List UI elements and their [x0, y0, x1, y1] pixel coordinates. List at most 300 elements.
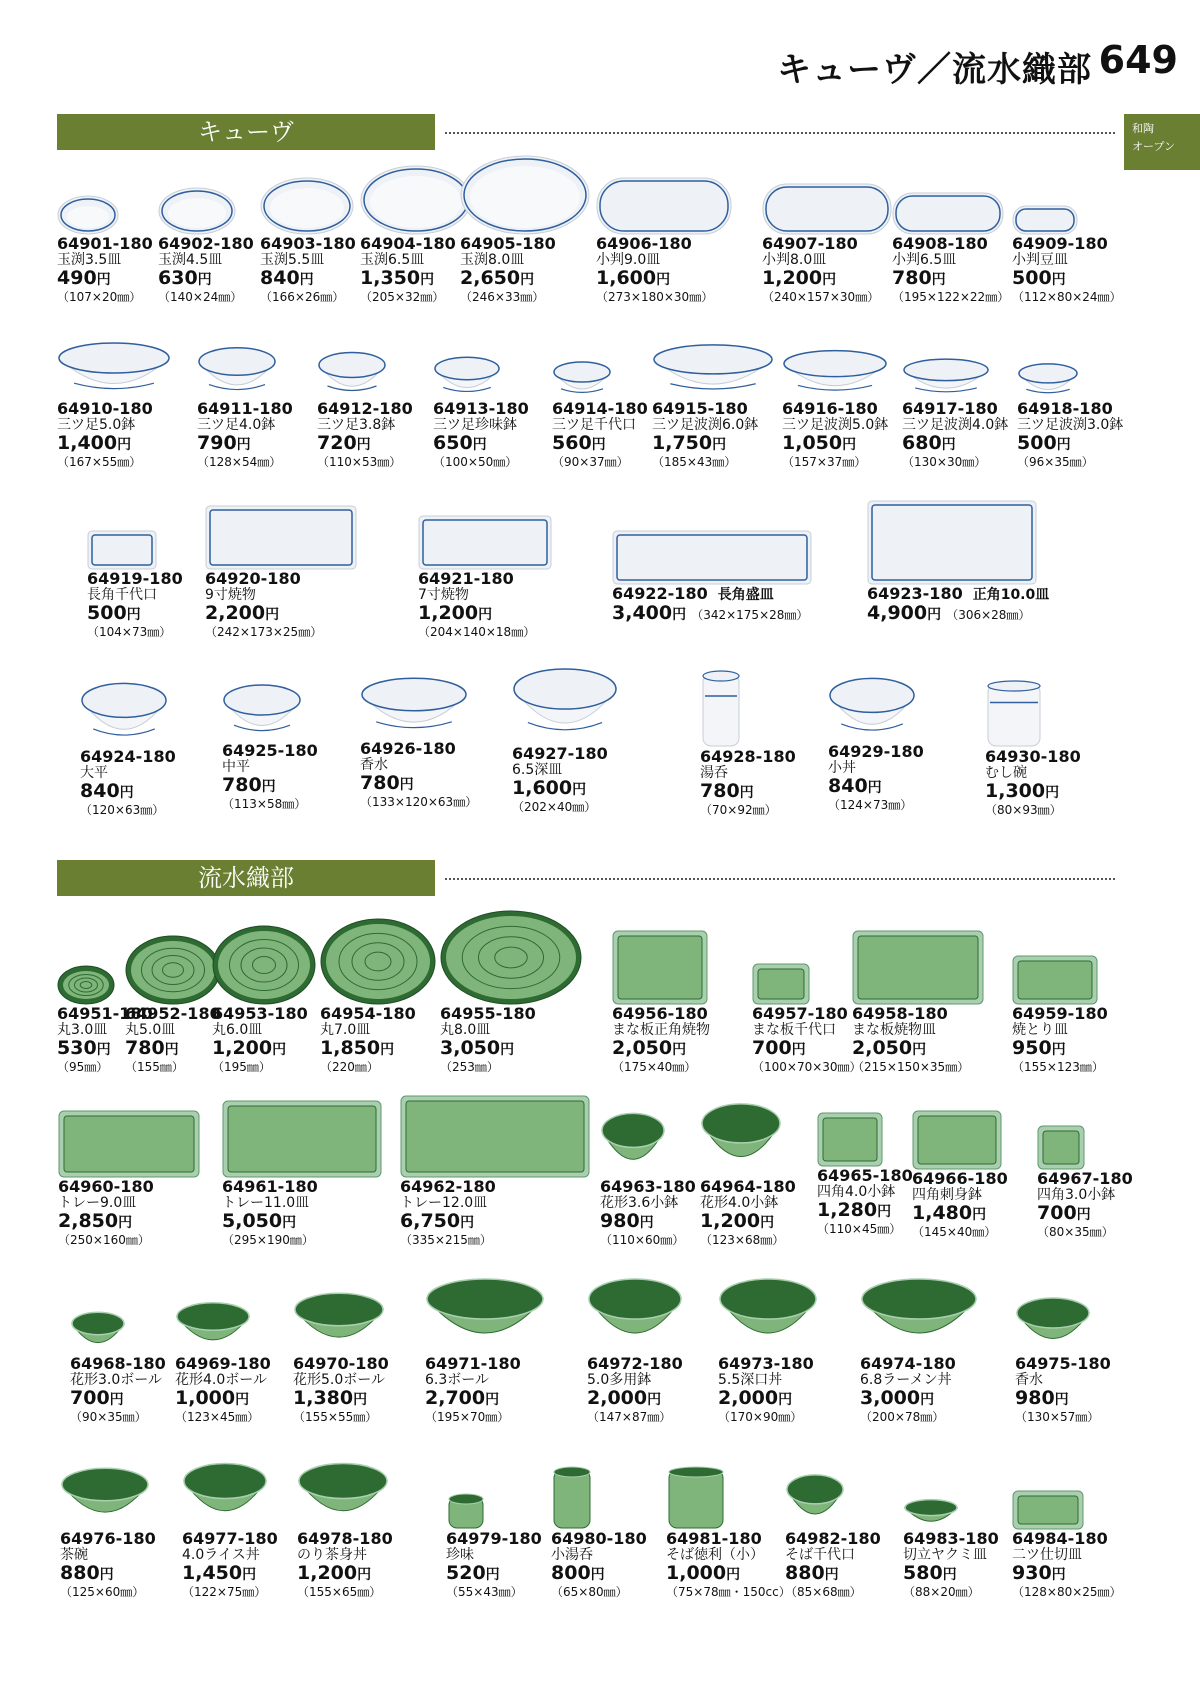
product-code: 64929-180 — [828, 742, 924, 761]
product-price — [612, 602, 686, 624]
product-size: （155×123㎜） — [1012, 1060, 1104, 1074]
product-name: 正角10.0皿 — [972, 587, 1050, 603]
price-value: 700 — [1037, 1202, 1077, 1224]
product-code: 64981-180 — [666, 1529, 762, 1548]
product-code: 64918-180 — [1017, 399, 1113, 418]
yen-unit: 円 — [877, 1204, 892, 1220]
product-name: 玉渕8.0皿 — [460, 252, 525, 268]
product-size: （128×54㎜） — [197, 455, 282, 469]
product-name: 玉渕6.5皿 — [360, 252, 425, 268]
price-value: 4,900 — [867, 602, 928, 624]
product-item — [222, 682, 372, 812]
product-name: 花形4.0ボール — [175, 1372, 267, 1388]
product-code: 64904-180 — [360, 234, 456, 253]
price-value: 3,400 — [612, 602, 673, 624]
product-name: 四角刺身鉢 — [912, 1187, 982, 1203]
dish-illustration — [852, 930, 984, 1005]
yen-unit: 円 — [647, 1392, 662, 1408]
product-code: 64968-180 — [70, 1354, 166, 1373]
product-code: 64907-180 — [762, 234, 858, 253]
dish-illustration — [158, 187, 236, 235]
yen-unit: 円 — [485, 1567, 500, 1583]
product-size: （166×26㎜） — [260, 290, 345, 304]
side-tab-line2: オープン — [1132, 140, 1176, 153]
product-code: 64908-180 — [892, 234, 988, 253]
yen-unit: 円 — [931, 272, 946, 288]
product-size: （185×43㎜） — [652, 455, 737, 469]
product-size: （55×43㎜） — [446, 1585, 523, 1599]
product-name: 5.0多用鉢 — [587, 1372, 652, 1388]
yen-unit: 円 — [739, 785, 754, 801]
product-name: トレー12.0皿 — [400, 1195, 488, 1211]
yen-unit: 円 — [972, 1207, 987, 1223]
product-code: 64960-180 — [58, 1177, 154, 1196]
product-item — [596, 177, 746, 305]
product-item — [762, 183, 912, 305]
dish-illustration — [57, 340, 171, 400]
product-price — [1015, 1388, 1165, 1410]
dish-illustration — [700, 1100, 782, 1178]
product-code: 64905-180 — [460, 234, 556, 253]
yen-unit: 円 — [353, 1392, 368, 1408]
dish-illustration — [58, 1110, 200, 1178]
product-code: 64955-180 — [440, 1004, 536, 1023]
product-price — [58, 1211, 208, 1233]
product-name: 切立ヤクミ皿 — [903, 1547, 987, 1563]
yen-unit: 円 — [591, 437, 606, 453]
product-price — [860, 1388, 1010, 1410]
dish-illustration — [912, 1110, 1002, 1170]
dish-illustration — [860, 1275, 978, 1355]
dish-illustration — [1015, 1295, 1091, 1355]
price-value: 1,750 — [652, 432, 713, 454]
product-code: 64979-180 — [446, 1529, 542, 1548]
dish-illustration — [87, 530, 157, 570]
product-size: （202×40㎜） — [512, 800, 597, 814]
dish-illustration — [60, 1465, 150, 1530]
yen-unit: 円 — [96, 1042, 111, 1058]
product-code: 64958-180 — [852, 1004, 948, 1023]
dish-illustration — [552, 360, 612, 400]
yen-unit: 円 — [656, 272, 671, 288]
product-name: まな板正角焼物 — [612, 1022, 710, 1038]
price-value: 1,200 — [418, 602, 479, 624]
product-code: 64982-180 — [785, 1529, 881, 1548]
product-size: （155㎜） — [125, 1060, 184, 1074]
product-item — [1017, 362, 1167, 470]
product-price — [587, 1388, 737, 1410]
product-size: （204×140×18㎜） — [418, 625, 536, 639]
product-code: 64983-180 — [903, 1529, 999, 1548]
dish-illustration — [612, 930, 708, 1005]
yen-unit: 円 — [639, 1215, 654, 1231]
product-name: 中平 — [222, 759, 250, 775]
product-name: 小判6.5皿 — [892, 252, 957, 268]
product-item — [652, 342, 802, 470]
yen-unit: 円 — [272, 1042, 287, 1058]
product-item — [985, 678, 1135, 818]
product-code: 64973-180 — [718, 1354, 814, 1373]
product-size: （157×37㎜） — [782, 455, 867, 469]
product-item — [57, 340, 207, 470]
product-size: （130×57㎜） — [1015, 1410, 1100, 1424]
product-price — [460, 268, 610, 290]
price-value: 1,280 — [817, 1199, 878, 1221]
product-name: 茶碗 — [60, 1547, 88, 1563]
product-size: （125×60㎜） — [60, 1585, 145, 1599]
product-code: 64967-180 — [1037, 1169, 1133, 1188]
product-code: 64921-180 — [418, 569, 514, 588]
dish-illustration — [446, 1492, 486, 1530]
dish-illustration — [57, 195, 119, 235]
product-code: 64917-180 — [902, 399, 998, 418]
product-code: 64927-180 — [512, 744, 608, 763]
price-value: 680 — [902, 432, 942, 454]
product-name: 焼とり皿 — [1012, 1022, 1068, 1038]
product-code: 64966-180 — [912, 1169, 1008, 1188]
product-price — [222, 775, 372, 797]
product-name: のり茶身丼 — [297, 1547, 367, 1563]
price-value: 580 — [903, 1562, 943, 1584]
yen-unit: 円 — [109, 1392, 124, 1408]
product-name: 香水 — [1015, 1372, 1043, 1388]
product-name: 5.5深口丼 — [718, 1372, 783, 1388]
page-number: 649 — [1098, 38, 1178, 82]
price-value: 520 — [446, 1562, 486, 1584]
dish-illustration — [460, 155, 590, 235]
product-price — [1037, 1203, 1187, 1225]
yen-unit: 円 — [1076, 1207, 1091, 1223]
price-value: 500 — [87, 602, 127, 624]
product-item — [222, 1100, 382, 1248]
yen-unit: 円 — [672, 607, 687, 623]
yen-unit: 円 — [357, 1567, 372, 1583]
yen-unit: 円 — [117, 437, 132, 453]
price-value: 1,850 — [320, 1037, 381, 1059]
dish-illustration — [175, 1300, 251, 1355]
product-name: 4.0ライス丼 — [182, 1547, 260, 1563]
price-value: 560 — [552, 432, 592, 454]
price-value: 1,300 — [985, 780, 1046, 802]
side-index-tab[interactable] — [1124, 114, 1200, 170]
product-code: 64930-180 — [985, 747, 1081, 766]
product-size: （195㎜） — [212, 1060, 271, 1074]
product-item — [1012, 955, 1162, 1075]
product-item — [58, 1110, 208, 1248]
price-value: 1,200 — [700, 1210, 761, 1232]
price-value: 1,600 — [596, 267, 657, 289]
product-code: 64971-180 — [425, 1354, 521, 1373]
price-value: 1,200 — [212, 1037, 273, 1059]
price-value: 980 — [600, 1210, 640, 1232]
product-size: （95㎜） — [57, 1060, 109, 1074]
yen-unit: 円 — [164, 1042, 179, 1058]
product-item — [1015, 1295, 1165, 1425]
dish-illustration — [587, 1275, 683, 1355]
section-header-oribe: 流水織部 — [57, 860, 435, 896]
product-price — [985, 781, 1135, 803]
dish-illustration — [182, 1460, 268, 1530]
yen-unit: 円 — [1051, 272, 1066, 288]
yen-unit: 円 — [941, 437, 956, 453]
yen-unit: 円 — [485, 1392, 500, 1408]
price-value: 840 — [828, 775, 868, 797]
yen-unit: 円 — [96, 272, 111, 288]
product-price — [80, 781, 230, 803]
side-tab-line1: 和陶 — [1132, 122, 1154, 135]
product-name: 三ツ足5.0鉢 — [57, 417, 136, 433]
product-item — [80, 680, 230, 818]
dish-illustration — [752, 963, 810, 1005]
product-item — [867, 500, 1050, 625]
product-code: 64928-180 — [700, 747, 796, 766]
dish-illustration — [612, 530, 812, 585]
yen-unit: 円 — [119, 785, 134, 801]
dish-illustration — [1012, 205, 1078, 235]
product-name: 花形4.0小鉢 — [700, 1195, 779, 1211]
product-item — [440, 910, 590, 1075]
product-name: 小判9.0皿 — [596, 252, 661, 268]
product-size: （253㎜） — [440, 1060, 499, 1074]
product-price — [360, 773, 510, 795]
product-name: 三ツ足3.8鉢 — [317, 417, 396, 433]
product-price — [596, 268, 746, 290]
product-item — [718, 1275, 868, 1425]
product-size: （155×55㎜） — [293, 1410, 378, 1424]
product-name: 三ツ足波渕4.0鉢 — [902, 417, 1009, 433]
dish-illustration — [762, 183, 892, 235]
product-size: （80×35㎜） — [1037, 1225, 1114, 1239]
yen-unit: 円 — [842, 437, 857, 453]
product-name: 花形3.0ボール — [70, 1372, 162, 1388]
price-value: 1,200 — [762, 267, 823, 289]
product-code: 64911-180 — [197, 399, 293, 418]
price-value: 2,700 — [425, 1387, 486, 1409]
dish-illustration — [700, 668, 742, 748]
product-name: 小湯呑 — [551, 1547, 593, 1563]
section-header-kyuvu: キューヴ — [57, 114, 435, 150]
product-name: 小判8.0皿 — [762, 252, 827, 268]
product-code: 64957-180 — [752, 1004, 848, 1023]
price-value: 840 — [80, 780, 120, 802]
product-price — [828, 776, 978, 798]
product-price — [57, 433, 207, 455]
price-value: 500 — [1012, 267, 1052, 289]
product-size: （90×37㎜） — [552, 455, 629, 469]
price-value: 2,850 — [58, 1210, 119, 1232]
product-size: （104×73㎜） — [87, 625, 172, 639]
dish-illustration — [718, 1275, 818, 1355]
product-code: 64964-180 — [700, 1177, 796, 1196]
yen-unit: 円 — [920, 1392, 935, 1408]
price-value: 780 — [892, 267, 932, 289]
section-divider — [445, 132, 1115, 134]
price-value: 2,050 — [852, 1037, 913, 1059]
price-value: 2,050 — [612, 1037, 673, 1059]
product-code: 64903-180 — [260, 234, 356, 253]
yen-unit: 円 — [1045, 785, 1060, 801]
product-size: （96×35㎜） — [1017, 455, 1094, 469]
product-name: 7寸焼物 — [418, 587, 469, 603]
price-value: 800 — [551, 1562, 591, 1584]
product-code: 64916-180 — [782, 399, 878, 418]
product-code: 64970-180 — [293, 1354, 389, 1373]
product-code: 64925-180 — [222, 741, 318, 760]
product-code: 64976-180 — [60, 1529, 156, 1548]
dish-illustration — [293, 1290, 385, 1355]
product-name: 湯呑 — [700, 765, 728, 781]
product-item — [612, 530, 812, 625]
dish-illustration — [828, 675, 916, 743]
product-size: （90×35㎜） — [70, 1410, 147, 1424]
product-size: （145×40㎜） — [912, 1225, 997, 1239]
product-item — [852, 930, 1002, 1075]
price-value: 720 — [317, 432, 357, 454]
yen-unit: 円 — [672, 1042, 687, 1058]
product-size: （65×80㎜） — [551, 1585, 628, 1599]
price-value: 1,380 — [293, 1387, 354, 1409]
product-code: 64926-180 — [360, 739, 456, 758]
price-value: 780 — [222, 774, 262, 796]
product-code: 64953-180 — [212, 1004, 308, 1023]
product-code: 64920-180 — [205, 569, 301, 588]
yen-unit: 円 — [399, 777, 414, 793]
product-size: （122×75㎜） — [182, 1585, 267, 1599]
product-code: 64965-180 — [817, 1166, 913, 1185]
product-name: 三ツ足波渕6.0鉢 — [652, 417, 759, 433]
product-name: まな板千代口 — [752, 1022, 836, 1038]
product-code: 64922-180 長角盛皿 — [612, 584, 774, 603]
product-size: （107×20㎜） — [57, 290, 142, 304]
dish-illustration — [512, 665, 618, 745]
product-name: 玉渕3.5皿 — [57, 252, 122, 268]
dish-illustration — [418, 515, 552, 570]
price-value: 490 — [57, 267, 97, 289]
product-item — [460, 155, 610, 305]
yen-unit: 円 — [356, 437, 371, 453]
dish-illustration — [125, 935, 221, 1005]
yen-unit: 円 — [472, 437, 487, 453]
product-size: （133×120×63㎜） — [360, 795, 478, 809]
product-size: （240×157×30㎜） — [762, 290, 880, 304]
price-value: 630 — [158, 267, 198, 289]
product-name: 三ツ足波渕5.0鉢 — [782, 417, 889, 433]
dish-illustration — [205, 505, 357, 570]
product-size: （124×73㎜） — [828, 798, 913, 812]
yen-unit: 円 — [572, 782, 587, 798]
price-value: 700 — [70, 1387, 110, 1409]
product-size: （112×80×24㎜） — [1012, 290, 1122, 304]
product-item — [425, 1275, 575, 1425]
yen-unit: 円 — [822, 272, 837, 288]
price-value: 650 — [433, 432, 473, 454]
product-size: （250×160㎜） — [58, 1233, 150, 1247]
dish-illustration — [1037, 1125, 1085, 1170]
product-size: （205×32㎜） — [360, 290, 445, 304]
yen-unit: 円 — [236, 437, 251, 453]
dish-illustration — [785, 1472, 845, 1530]
product-price — [762, 268, 912, 290]
product-code: 64952-180 — [125, 1004, 221, 1023]
product-size: （215×150×35㎜） — [852, 1060, 970, 1074]
dish-illustration — [70, 1310, 126, 1355]
product-size: （295×190㎜） — [222, 1233, 314, 1247]
price-value: 1,000 — [175, 1387, 236, 1409]
product-code: 64906-180 — [596, 234, 692, 253]
product-name: 9寸焼物 — [205, 587, 256, 603]
product-name: 丸5.0皿 — [125, 1022, 176, 1038]
product-code: 64902-180 — [158, 234, 254, 253]
product-price — [418, 603, 568, 625]
yen-unit: 円 — [927, 607, 942, 623]
product-name: そば徳利（小） — [666, 1547, 764, 1563]
dish-illustration — [297, 1460, 389, 1530]
yen-unit: 円 — [726, 1567, 741, 1583]
page-title: キューヴ／流水織部 — [777, 50, 1092, 90]
product-name: 丸6.0皿 — [212, 1022, 263, 1038]
price-value: 2,000 — [587, 1387, 648, 1409]
product-code: 64984-180 — [1012, 1529, 1108, 1548]
product-size: （167×55㎜） — [57, 455, 142, 469]
price-value: 1,400 — [57, 432, 118, 454]
dish-illustration — [596, 177, 732, 235]
product-size: （130×30㎜） — [902, 455, 987, 469]
yen-unit: 円 — [478, 607, 493, 623]
dish-illustration — [360, 165, 472, 235]
price-value: 780 — [360, 772, 400, 794]
price-value: 780 — [125, 1037, 165, 1059]
product-code: 64978-180 — [297, 1529, 393, 1548]
yen-unit: 円 — [1054, 1392, 1069, 1408]
price-value: 880 — [60, 1562, 100, 1584]
dish-illustration — [57, 965, 115, 1005]
product-item — [1012, 1490, 1162, 1600]
product-size: （195×122×22㎜） — [892, 290, 1010, 304]
product-code: 64977-180 — [182, 1529, 278, 1548]
product-item — [293, 1290, 443, 1425]
dish-illustration — [666, 1465, 726, 1530]
yen-unit: 円 — [712, 437, 727, 453]
product-price — [652, 433, 802, 455]
product-code: 64915-180 — [652, 399, 748, 418]
product-size: （170×90㎜） — [718, 1410, 803, 1424]
product-price — [867, 602, 941, 624]
yen-unit: 円 — [265, 607, 280, 623]
dish-illustration — [360, 675, 468, 740]
dish-illustration — [652, 342, 774, 400]
dish-illustration — [260, 177, 354, 235]
price-value: 5,050 — [222, 1210, 283, 1232]
price-value: 950 — [1012, 1037, 1052, 1059]
dish-illustration — [551, 1465, 593, 1530]
product-item — [860, 1275, 1010, 1425]
dish-illustration — [212, 925, 316, 1005]
dish-illustration — [903, 1498, 959, 1530]
product-price — [1012, 1563, 1162, 1585]
product-price — [1012, 1038, 1162, 1060]
price-value: 700 — [752, 1037, 792, 1059]
yen-unit: 円 — [942, 1567, 957, 1583]
product-name: 丸3.0皿 — [57, 1022, 108, 1038]
product-name: 丸7.0皿 — [320, 1022, 371, 1038]
product-size: （242×173×25㎜） — [205, 625, 323, 639]
product-code: 64954-180 — [320, 1004, 416, 1023]
product-item — [587, 1275, 737, 1425]
product-code: 64923-180 正角10.0皿 — [867, 584, 1050, 603]
product-name: 6.8ラーメン丼 — [860, 1372, 952, 1388]
price-value: 2,650 — [460, 267, 521, 289]
product-name: 四角3.0小鉢 — [1037, 1187, 1116, 1203]
